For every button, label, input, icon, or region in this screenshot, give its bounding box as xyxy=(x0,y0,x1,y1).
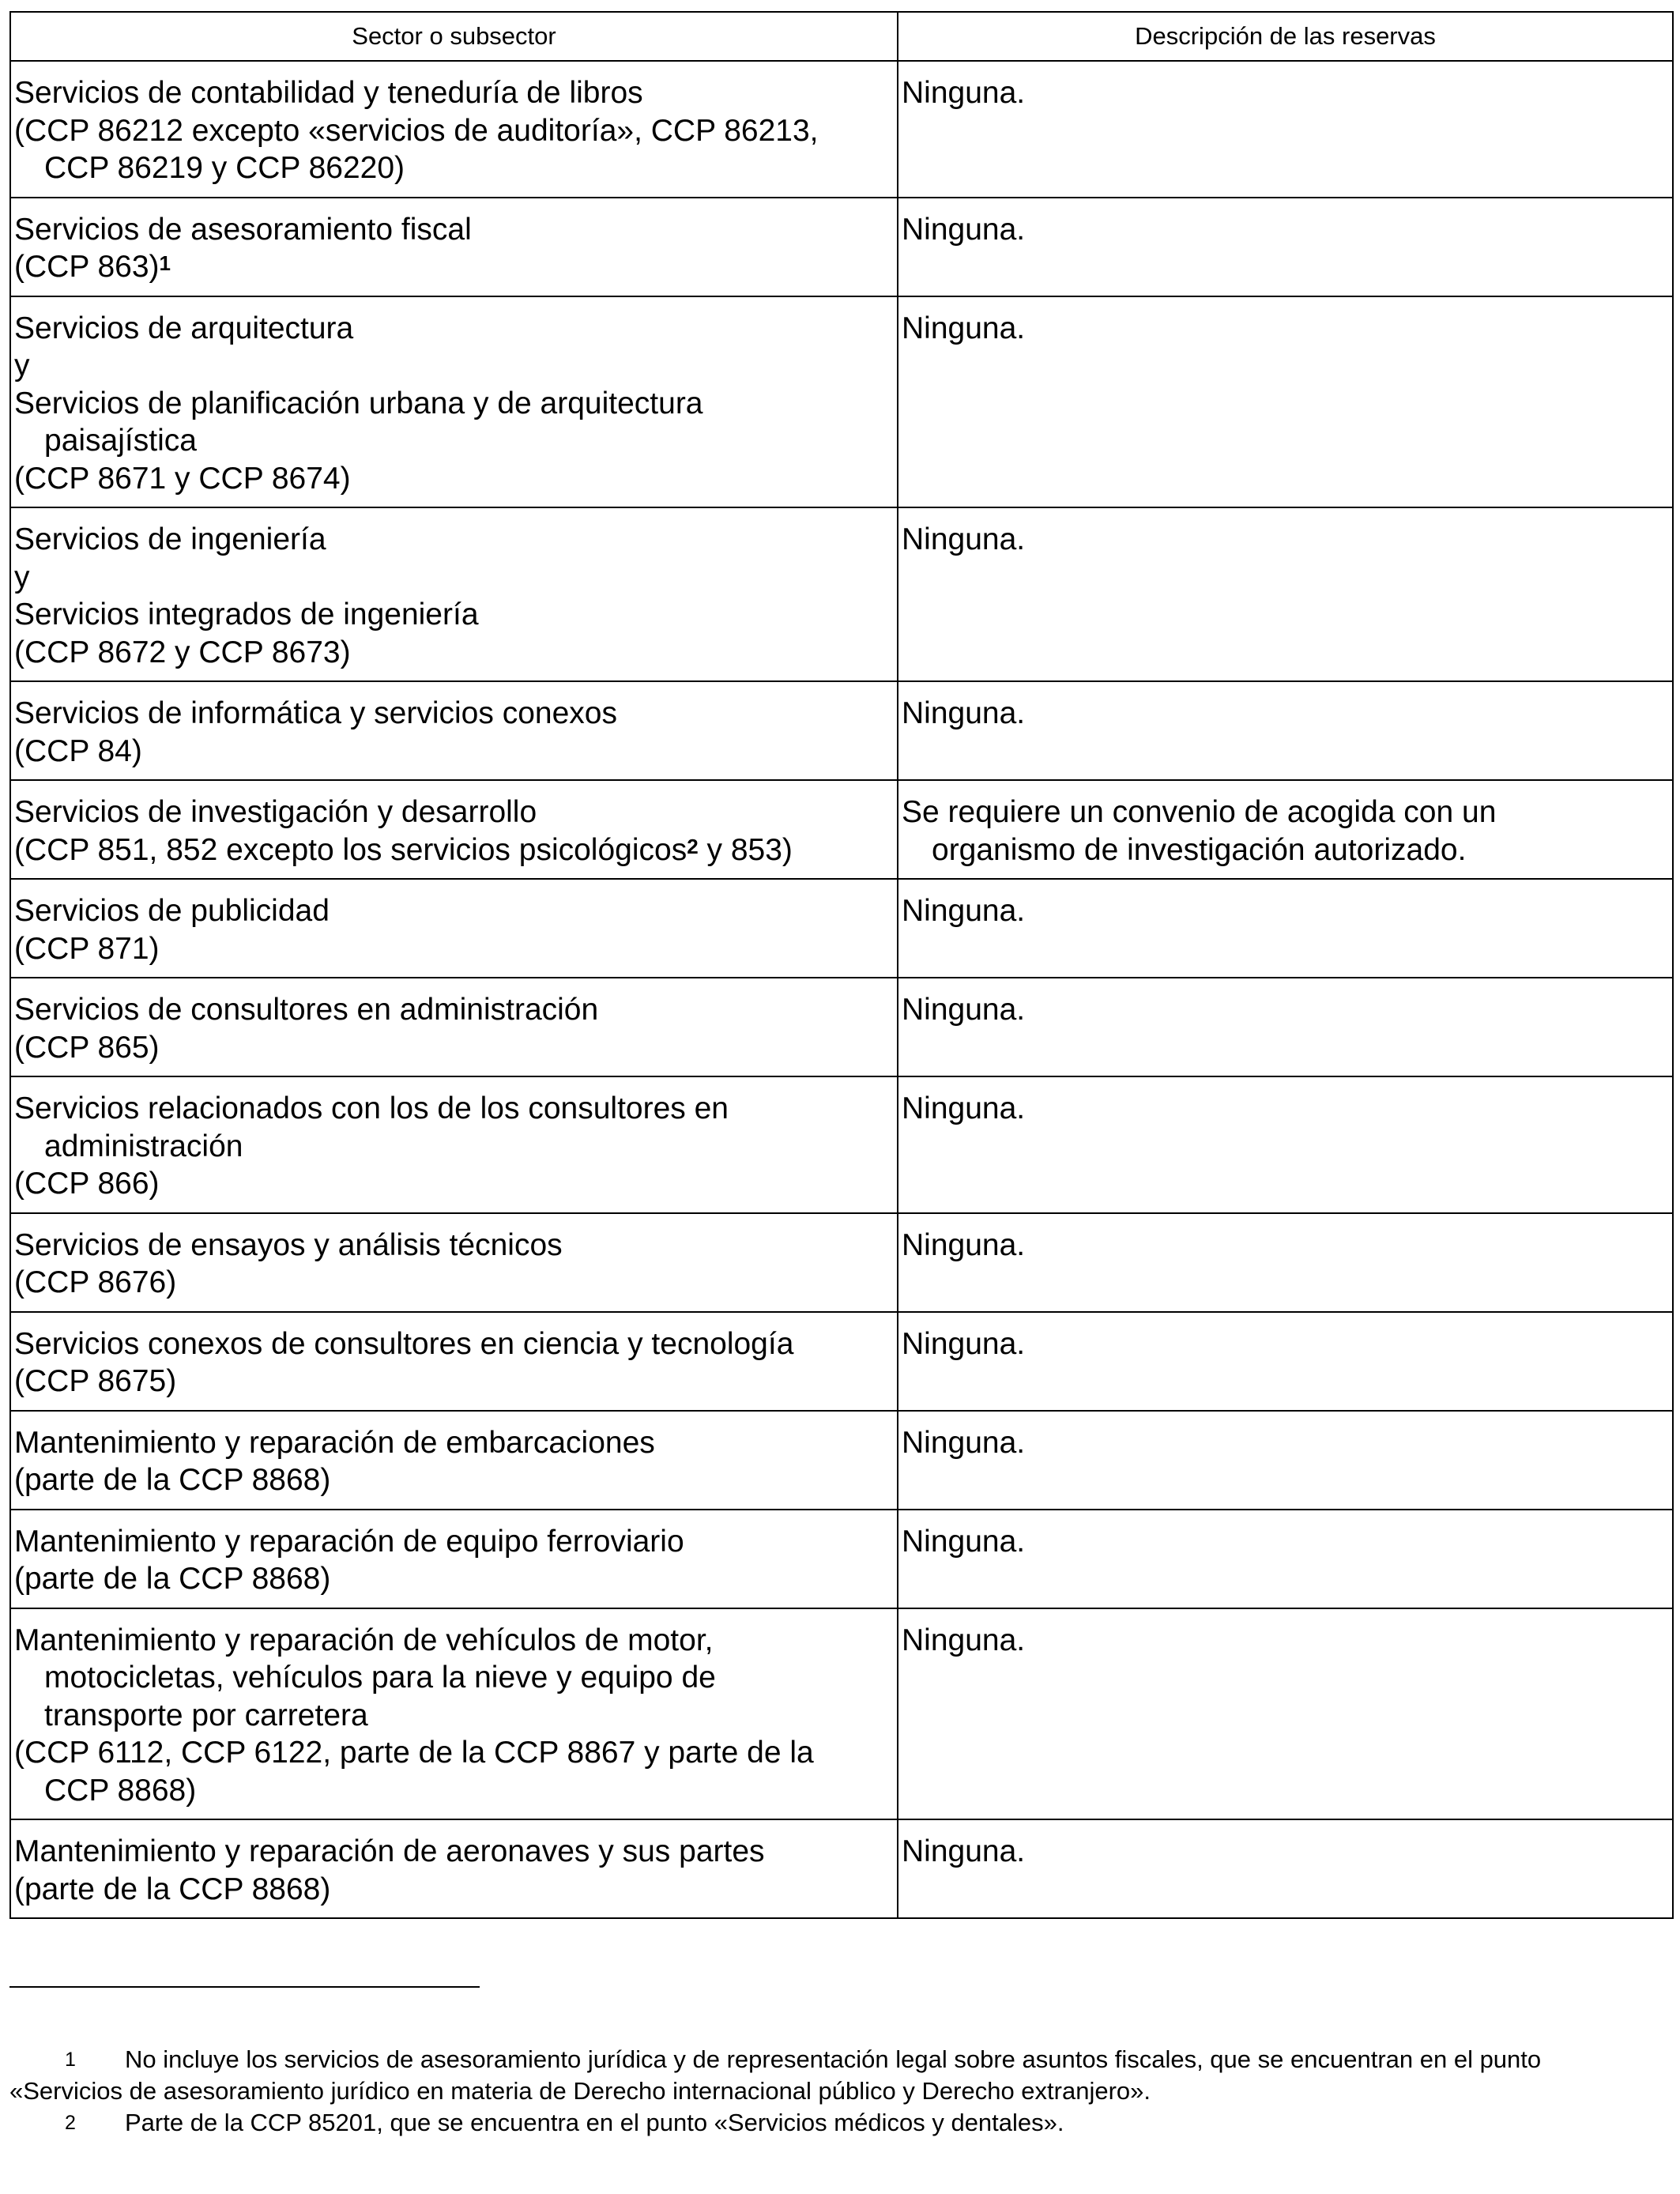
description-line: Ninguna. xyxy=(902,894,1026,928)
table-row xyxy=(10,1510,1673,1608)
table-row xyxy=(10,1076,1673,1213)
footnote-ref-1[interactable]: 1 xyxy=(159,251,171,275)
reservations-table xyxy=(9,11,1674,1919)
table-row xyxy=(10,61,1673,198)
description-cell xyxy=(898,1076,1673,1213)
footnote-1-continuation xyxy=(9,2075,1672,2107)
sector-line: Mantenimiento y reparación de embarcaciones xyxy=(14,1425,655,1460)
sector-cell xyxy=(10,681,898,780)
table-row xyxy=(10,1312,1673,1411)
table-row xyxy=(10,1213,1673,1312)
description-cell xyxy=(898,879,1673,978)
sector-line: (CCP 6112, CCP 6122, parte de la CCP 8867 y parte de la xyxy=(14,1736,814,1770)
sector-line: (CCP 8676) xyxy=(14,1265,177,1299)
description-cell xyxy=(898,61,1673,198)
sector-cell xyxy=(10,1411,898,1510)
table-row xyxy=(10,978,1673,1076)
description-cell xyxy=(898,681,1673,780)
sector-cell xyxy=(10,1510,898,1608)
table-row xyxy=(10,879,1673,978)
description-cell xyxy=(898,1312,1673,1411)
description-cell xyxy=(898,1411,1673,1510)
sector-line: Servicios de investigación y desarrollo xyxy=(14,795,537,829)
sector-line: motocicletas, vehículos para la nieve y equipo de xyxy=(44,1661,716,1695)
description-line: organismo de investigación autorizado. xyxy=(932,832,1467,867)
sector-line: administración xyxy=(44,1129,243,1163)
sector-line: Servicios de arquitectura xyxy=(14,311,354,345)
sector-line: (CCP 865) xyxy=(14,1030,160,1065)
sector-line: Servicios integrados de ingeniería xyxy=(14,598,479,631)
description-line: Ninguna. xyxy=(902,1834,1026,1868)
sector-line: Servicios de planificación urbana y de arquitectura xyxy=(14,386,703,420)
sector-line: (CCP 8671 y CCP 8674) xyxy=(14,461,351,496)
footnote-2 xyxy=(9,2107,1672,2139)
table-row xyxy=(10,198,1673,296)
sector-line: Servicios de contabilidad y teneduría de libros xyxy=(14,76,643,110)
sector-line: (CCP 871) xyxy=(14,931,160,966)
table-row xyxy=(10,296,1673,508)
description-line: Ninguna. xyxy=(902,522,1026,556)
sector-line: (CCP 866) xyxy=(14,1167,160,1201)
sector-cell xyxy=(10,507,898,681)
column-header-description: Descripción de las reservas xyxy=(898,12,1673,61)
sector-line: Mantenimiento y reparación de equipo ferroviario xyxy=(14,1524,684,1559)
sector-line: (parte de la CCP 8868) xyxy=(14,1463,331,1497)
description-cell xyxy=(898,507,1673,681)
sector-line xyxy=(14,831,892,869)
description-line: Ninguna. xyxy=(902,1326,1026,1361)
footnote-ref-2[interactable]: 2 xyxy=(687,834,699,858)
sector-line: (CCP 84) xyxy=(14,733,142,768)
sector-line: (parte de la CCP 8868) xyxy=(14,1872,331,1906)
description-line: Ninguna. xyxy=(902,1091,1026,1125)
sector-line: Servicios conexos de consultores en ciencia y tecnología xyxy=(14,1326,794,1361)
sector-cell xyxy=(10,978,898,1076)
sector-cell xyxy=(10,1312,898,1411)
description-cell xyxy=(898,1213,1673,1312)
footnote-separator xyxy=(9,1986,480,1988)
table-row xyxy=(10,681,1673,780)
sector-cell xyxy=(10,296,898,508)
table-row xyxy=(10,1608,1673,1820)
sector-cell xyxy=(10,198,898,296)
sector-cell xyxy=(10,1819,898,1918)
description-line: Ninguna. xyxy=(902,696,1026,730)
description-cell xyxy=(898,1819,1673,1918)
sector-cell xyxy=(10,780,898,879)
footnote-text: Parte de la CCP 85201, que se encuentra en el punto «Servicios médicos y dentales». xyxy=(125,2109,1064,2136)
description-line: Ninguna. xyxy=(902,311,1026,345)
sector-line-text: (CCP 851, 852 excepto los servicios psicológicos xyxy=(14,832,687,867)
footnote-number: 1 xyxy=(65,2049,76,2071)
description-cell xyxy=(898,978,1673,1076)
description-cell xyxy=(898,1510,1673,1608)
sector-line: CCP 8868) xyxy=(44,1773,197,1808)
description-line: Ninguna. xyxy=(902,1425,1026,1460)
description-line: Se requiere un convenio de acogida con un xyxy=(902,795,1497,829)
sector-line: paisajística xyxy=(44,424,197,458)
description-line: Ninguna. xyxy=(902,76,1026,110)
sector-cell xyxy=(10,879,898,978)
table-row xyxy=(10,1819,1673,1918)
sector-cell xyxy=(10,1213,898,1312)
description-cell xyxy=(898,780,1673,879)
sector-line xyxy=(14,248,892,286)
description-line: Ninguna. xyxy=(902,212,1026,247)
sector-cell xyxy=(10,1608,898,1820)
sector-line: Servicios de consultores en administración xyxy=(14,993,599,1027)
table-row xyxy=(10,507,1673,681)
sector-line: (CCP 8675) xyxy=(14,1364,177,1398)
sector-line: y xyxy=(14,560,30,594)
sector-line-text: y 853) xyxy=(698,832,793,867)
description-line: Ninguna. xyxy=(902,993,1026,1027)
sector-line: (parte de la CCP 8868) xyxy=(14,1562,331,1596)
description-line: Ninguna. xyxy=(902,1227,1026,1262)
description-line: Ninguna. xyxy=(902,1524,1026,1559)
table-header-row xyxy=(10,12,1673,61)
sector-line: Servicios de ingeniería xyxy=(14,522,326,556)
footnote-1 xyxy=(9,2044,1672,2075)
column-header-sector: Sector o subsector xyxy=(10,12,898,61)
sector-line: Servicios de asesoramiento fiscal xyxy=(14,212,472,247)
sector-cell xyxy=(10,61,898,198)
footnote-number: 2 xyxy=(65,2112,76,2134)
sector-line: transporte por carretera xyxy=(44,1698,368,1732)
footnote-text: No incluye los servicios de asesoramiento jurídica y de representación legal sobre asuntos fiscales, que se encuentran en el punto xyxy=(125,2045,1542,2073)
sector-cell xyxy=(10,1076,898,1213)
sector-line: Servicios relacionados con los de los consultores en xyxy=(14,1091,729,1125)
description-cell xyxy=(898,296,1673,508)
sector-line: (CCP 8672 y CCP 8673) xyxy=(14,635,351,669)
description-cell xyxy=(898,198,1673,296)
sector-line: Servicios de informática y servicios conexos xyxy=(14,696,617,730)
footnote-text: «Servicios de asesoramiento jurídico en materia de Derecho internacional público y Derecho extranjero». xyxy=(9,2077,1151,2105)
table-row xyxy=(10,780,1673,879)
document xyxy=(9,11,1672,1919)
sector-line-text: (CCP 863) xyxy=(14,250,160,284)
sector-line: Mantenimiento y reparación de vehículos de motor, xyxy=(14,1623,714,1657)
sector-line: Mantenimiento y reparación de aeronaves y sus partes xyxy=(14,1834,765,1868)
sector-line: (CCP 86212 excepto «servicios de auditoría», CCP 86213, xyxy=(14,113,819,148)
sector-line: Servicios de ensayos y análisis técnicos xyxy=(14,1227,563,1262)
sector-line: CCP 86219 y CCP 86220) xyxy=(44,151,405,185)
sector-line: y xyxy=(14,349,30,383)
table-row xyxy=(10,1411,1673,1510)
description-line: Ninguna. xyxy=(902,1623,1026,1657)
sector-line: Servicios de publicidad xyxy=(14,894,330,928)
description-cell xyxy=(898,1608,1673,1820)
footnotes xyxy=(9,2044,1672,2139)
